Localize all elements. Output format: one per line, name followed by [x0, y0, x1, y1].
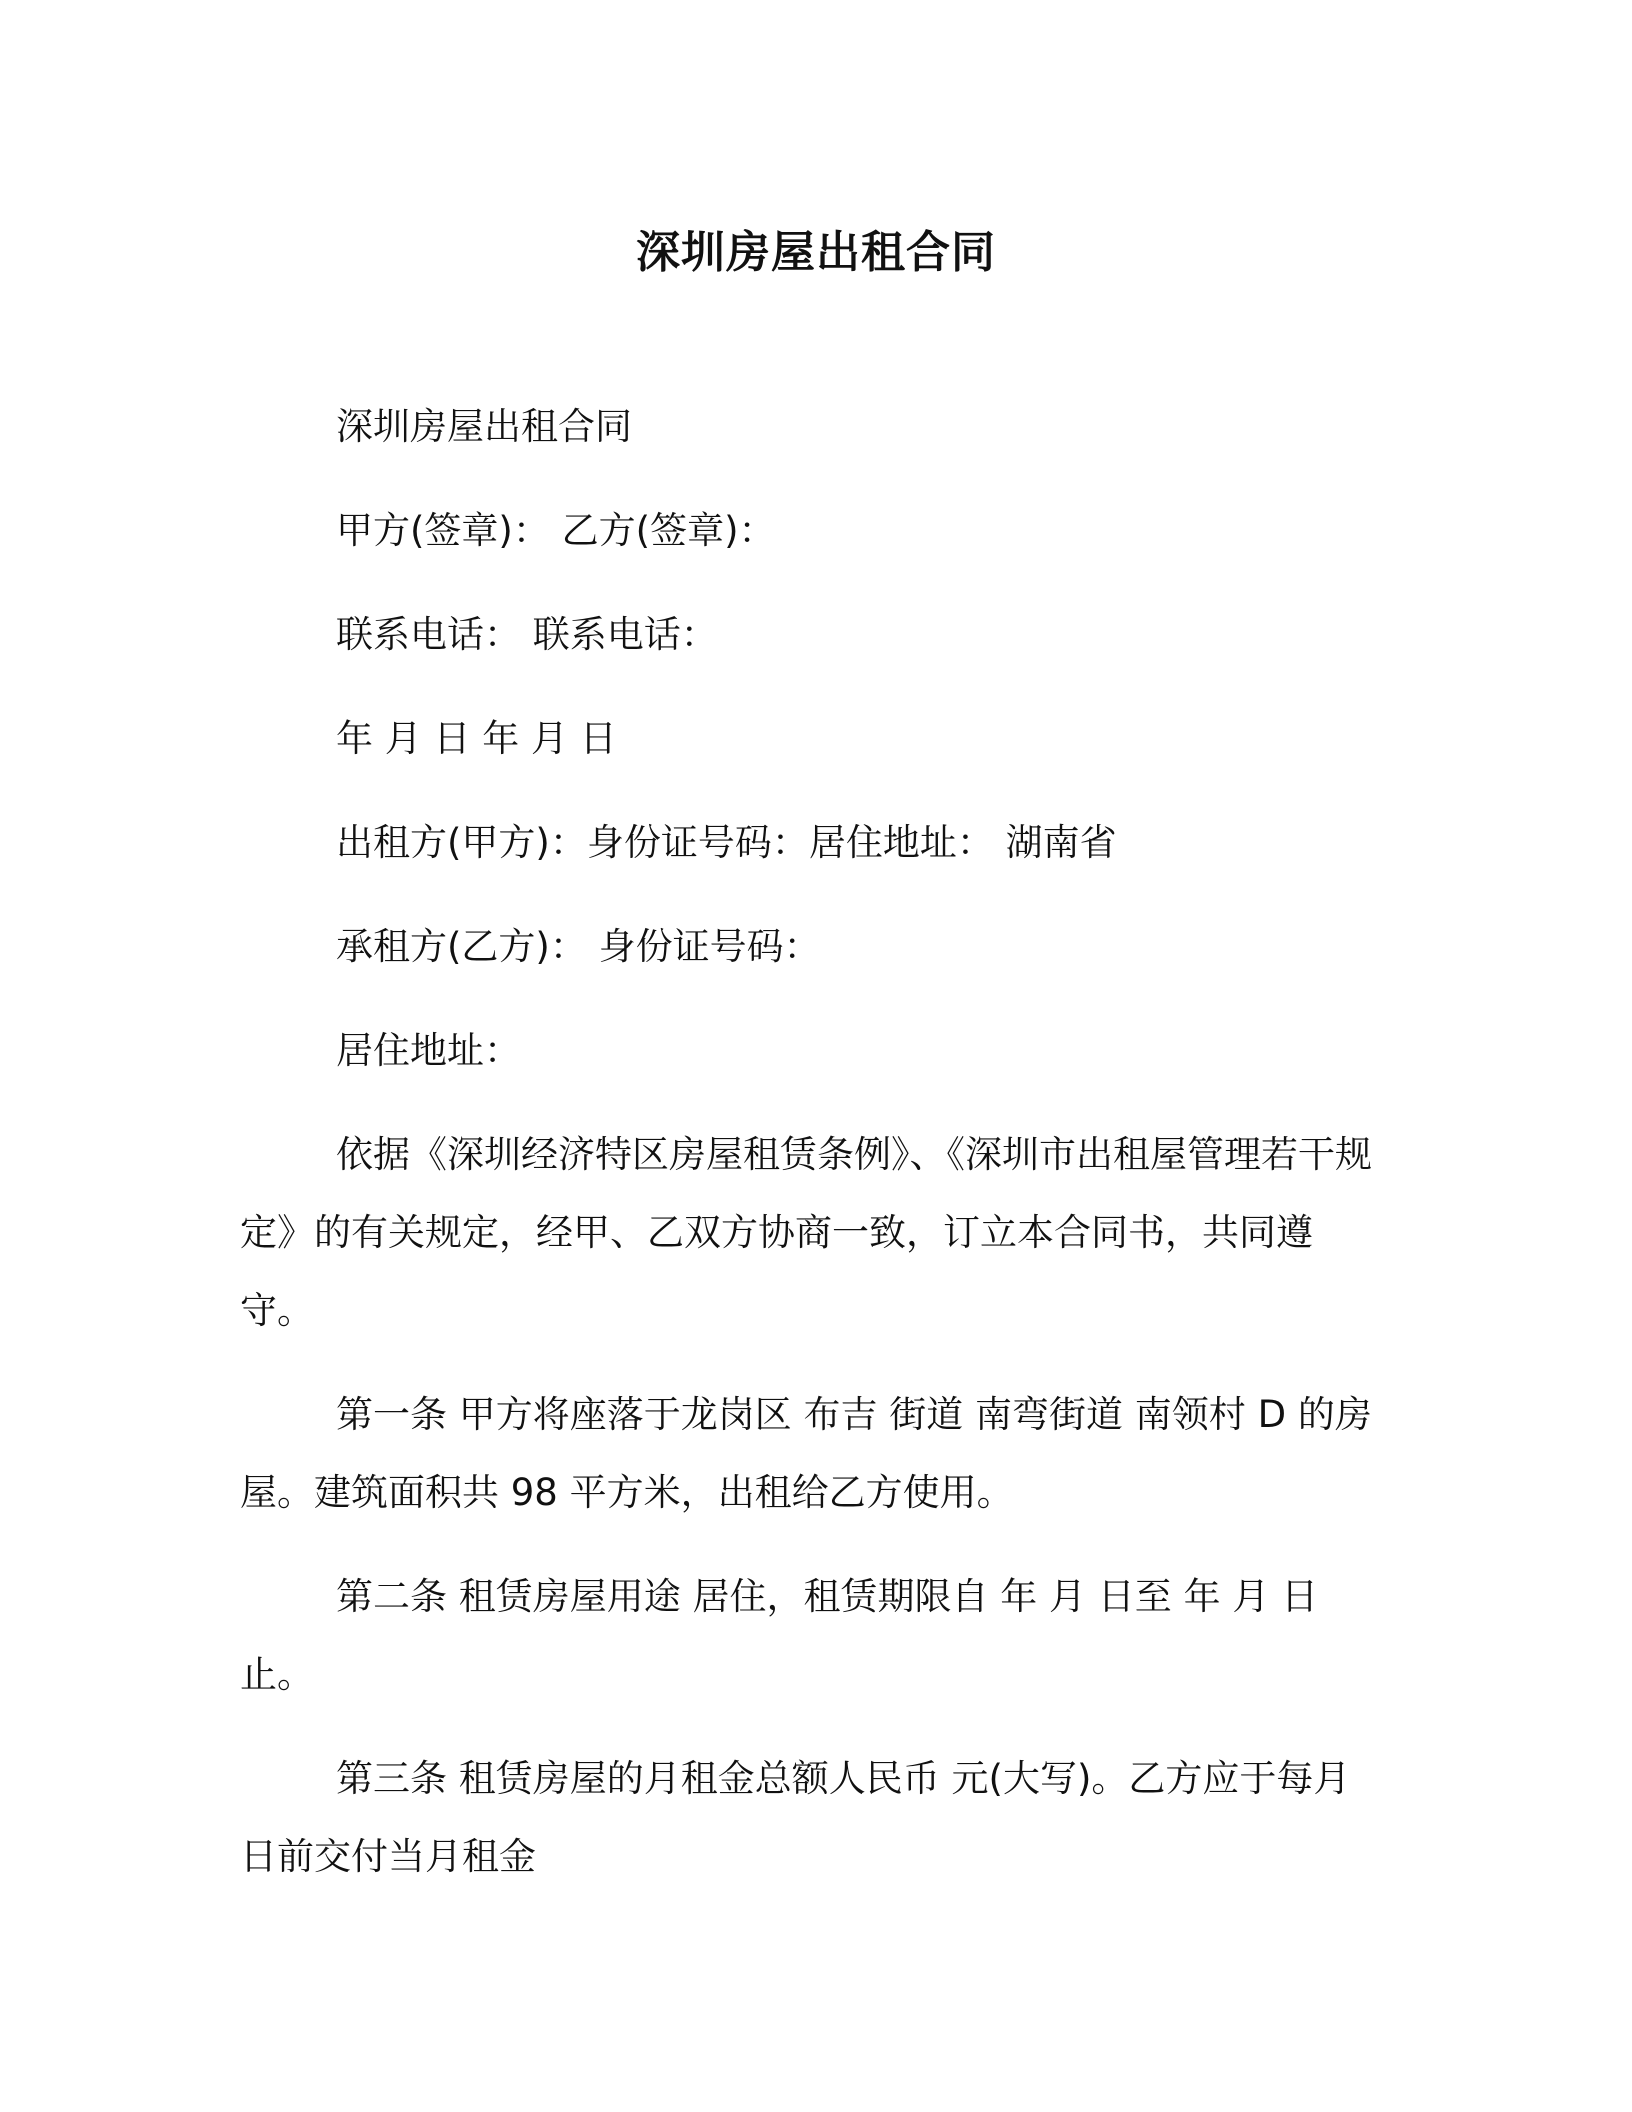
article-3-paragraph: 第三条 租赁房屋的月租金总额人民币 元(大写)。乙方应于每月日前交付当月租金	[240, 1757, 1351, 1878]
document-body	[240, 388, 1380, 1922]
preamble-paragraph: 依据《深圳经济特区房屋租赁条例》、《深圳市出租屋管理若干规定》的有关规定，经甲、乙双方协商一致，订立本合同书，共同遵守。	[240, 1133, 1372, 1332]
lessee-line: 承租方(乙方)： 身份证号码：	[336, 925, 821, 968]
date-line: 年 月 日 年 月 日	[336, 717, 617, 760]
lessor-line: 出租方(甲方)：身份证号码：居住地址： 湖南省	[336, 821, 1117, 864]
address-line: 居住地址：	[336, 1029, 521, 1072]
document-title: 深圳房屋出租合同	[636, 227, 996, 278]
subtitle-line: 深圳房屋出租合同	[336, 405, 632, 448]
article-1-paragraph: 第一条 甲方将座落于龙岗区 布吉 街道 南弯街道 南领村 D 的房屋。建筑面积共 98 平方米，出租给乙方使用。	[240, 1393, 1372, 1514]
article-2-paragraph: 第二条 租赁房屋用途 居住，租赁期限自 年 月 日至 年 月 日止。	[240, 1575, 1319, 1696]
signature-line: 甲方(签章)： 乙方(签章)：	[336, 509, 776, 552]
phone-line: 联系电话： 联系电话：	[336, 613, 718, 656]
